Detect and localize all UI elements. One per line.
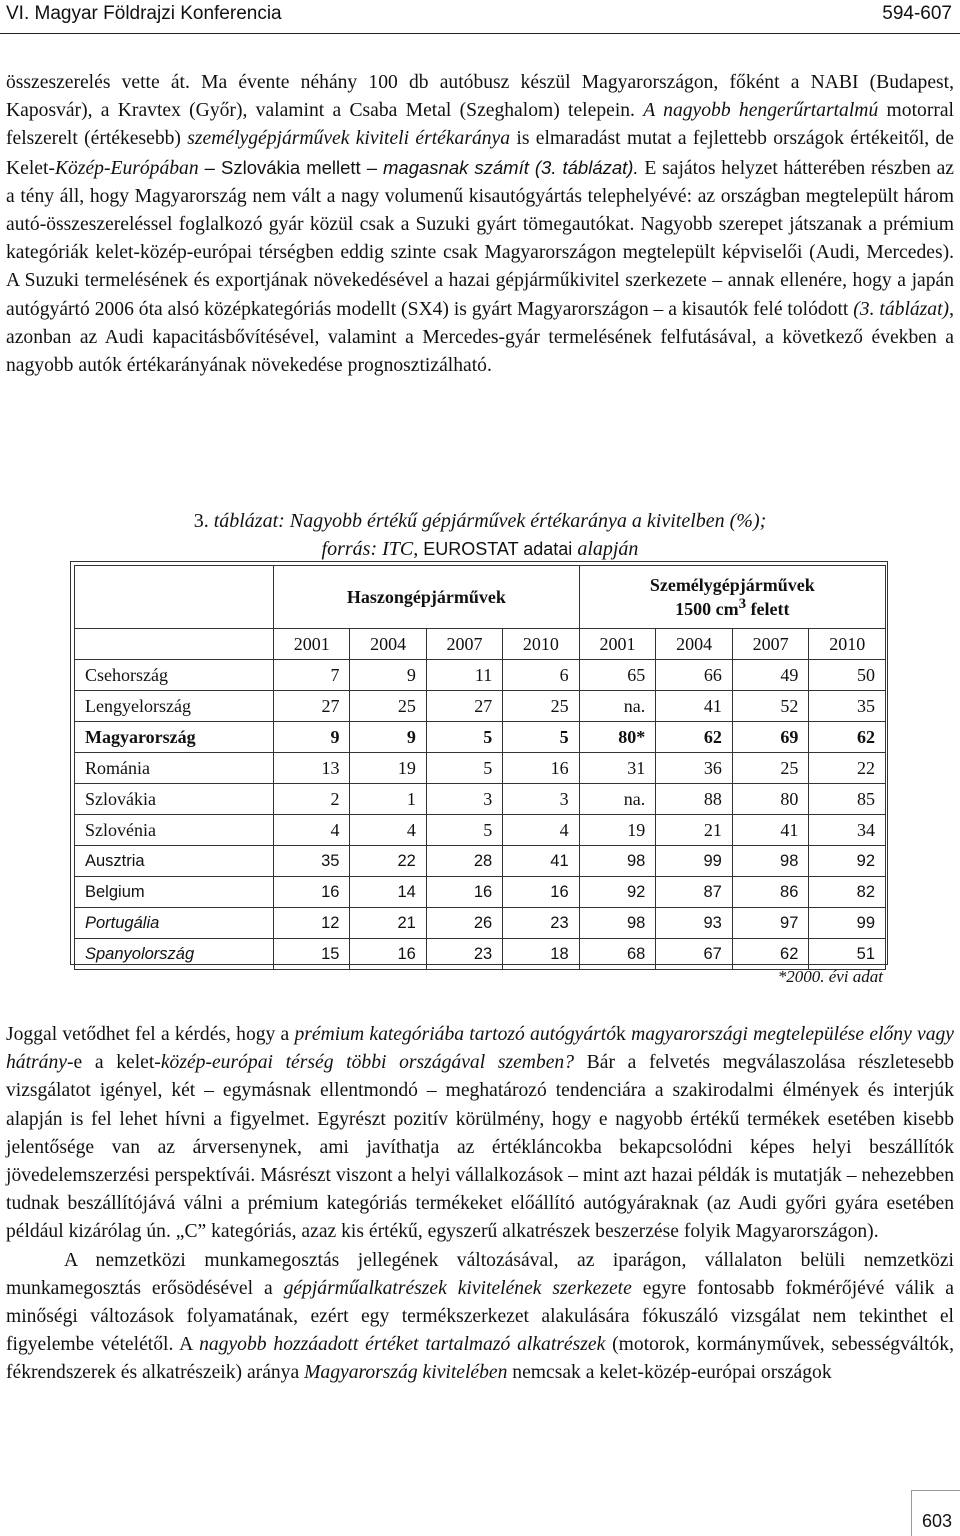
value-cell: 41 [656,691,733,722]
caption-number: 3. [193,510,214,532]
value-cell: 92 [809,846,886,877]
table-row [75,784,886,815]
value-cell: 87 [656,877,733,908]
caption-text [170,507,790,563]
value-cell: 16 [503,753,579,784]
p2-italic-1: prémium kategóriába tartozó autógyártó [294,1024,617,1045]
country-cell: Szlovénia [75,815,274,846]
p1-italic-4: magasnak számít (3. táblázat). [383,156,639,178]
value-cell: 36 [656,753,733,784]
value-cell: 6 [503,660,579,691]
value-cell: 35 [274,846,350,877]
value-cell: 85 [809,784,886,815]
year-header: 2007 [732,629,809,660]
p2-italic-2: magyarországi megtelepülése előny vagy hátrány [6,1024,954,1074]
table-year-row [75,629,886,660]
p1-italic-1: A nagyobb hengerűrtartalmú [643,100,879,122]
page-number: 603 [921,1511,952,1531]
value-cell: 65 [579,660,656,691]
value-cell: 22 [350,846,426,877]
value-cell: 14 [350,877,426,908]
page-header [0,0,960,30]
value-cell: 34 [809,815,886,846]
p3-text-4: nemcsak a kelet-közép-európai országok [507,1362,832,1384]
year-header: 2001 [579,629,656,660]
country-cell: Csehország [75,660,274,691]
country-cell: Spanyolország [75,939,274,970]
paragraph-3 [6,1247,954,1388]
header-rule [0,33,960,34]
p1-text-1: összeszerelés vette át. Ma évente néhány 100 db autóbusz készül Magyarországon, főként a NABI (Budapest, Kaposvár), a Kravtex (Győr), valamint a Csaba Metal (Szeghalom) telepein. [6,72,954,122]
paragraph-1 [6,69,954,380]
table-row [75,753,886,784]
year-header: 2010 [809,629,886,660]
group-header-passenger [579,566,885,629]
paragraph-2 [6,1021,954,1388]
value-cell: na. [579,784,656,815]
table-row [75,908,886,939]
value-cell: 5 [426,722,502,753]
table-corner-cell [75,566,274,629]
value-cell: 66 [656,660,733,691]
value-cell: 68 [579,939,656,970]
p2-text-3: -e a kelet- [66,1052,161,1074]
value-cell: 98 [732,846,809,877]
value-cell: 62 [809,722,886,753]
value-cell: 16 [274,877,350,908]
caption-italic-2: alapján [577,538,639,560]
value-cell: 26 [426,908,502,939]
group-header-passenger-line2a: 1500 cm [675,598,739,619]
value-cell: 50 [809,660,886,691]
p1-text-3: is elmaradást mutat a fejlettebb országok értékeitől, de Kelet- [6,128,955,179]
page-range: 594-607 [882,3,952,24]
value-cell: 27 [426,691,502,722]
value-cell: 25 [732,753,809,784]
value-cell: 21 [656,815,733,846]
p3-text-1: A nemzetközi munkamegosztás jellegének változásával, az iparágon, vállalaton belüli nemzetközi munkamegosztás erősödésével a [6,1249,954,1299]
value-cell: 99 [656,846,733,877]
caption-italic-1: táblázat: Nagyobb értékű gépjárművek értékaránya a kivitelben (%); forrás: ITC, [213,510,767,560]
value-cell: 92 [579,877,656,908]
value-cell: 21 [350,908,426,939]
group-header-passenger-sup: 3 [738,595,747,612]
table-row [75,815,886,846]
p2-text-1: Joggal vetődhet fel a kérdés, hogy a [6,1024,295,1045]
p3-italic-3: Magyarország kivitelében [304,1362,508,1384]
country-cell: Magyarország [75,722,274,753]
group-header-passenger-line1: Személygépjárművek [649,574,815,595]
value-cell: 11 [426,660,502,691]
value-cell: 27 [274,691,350,722]
table-row [75,722,886,753]
value-cell: 23 [426,939,502,970]
value-cell: 23 [503,908,579,939]
value-cell: 49 [732,660,809,691]
value-cell: 98 [579,846,656,877]
table-body [75,660,886,970]
year-row-blank [75,629,274,660]
value-cell: 28 [426,846,502,877]
year-header: 2007 [426,629,502,660]
table-footnote: *2000. évi adat [777,967,883,986]
country-cell: Szlovákia [75,784,274,815]
value-cell: na. [579,691,656,722]
data-table [74,565,886,970]
country-cell: Ausztria [75,846,274,877]
value-cell: 99 [809,908,886,939]
value-cell: 16 [350,939,426,970]
p1-italic-5: (3. táblázat) [853,298,950,320]
country-cell: Lengyelország [75,691,274,722]
value-cell: 35 [809,691,886,722]
caption-plain: EUROSTAT adatai [418,539,578,559]
value-cell: 88 [656,784,733,815]
table-row [75,691,886,722]
value-cell: 19 [350,753,426,784]
country-cell: Románia [75,753,274,784]
value-cell: 12 [274,908,350,939]
value-cell: 2 [274,784,350,815]
value-cell: 22 [809,753,886,784]
table-caption [0,507,960,563]
value-cell: 9 [350,660,426,691]
value-cell: 9 [274,722,350,753]
value-cell: 52 [732,691,809,722]
value-cell: 5 [426,815,502,846]
table-row [75,846,886,877]
value-cell: 18 [503,939,579,970]
table-row [75,660,886,691]
p3-text-2: egyre fontosabb fokmérőjévé válik a minőségi változások folyamatának, ezért egy termékszerkezet alakulására fókuszáló vizsgálat nem tekinthet el figyelembe vételétől. A [6,1277,955,1356]
p2-text-4: Bár a felvetés megválaszolása részletesebb vizsgálatot igényel, két – egymásnak ellentmondó – meghatározó tendenciára a szakirodalmi élmények és interjúk alapján is fel lehet hívni a figyelmet. Egyrészt pozitív körülmény, hogy e nagyobb értékű termékek esetében kisebb jelentősége van az árversenynek, ami javíthatja az értékláncokba bekapcsolódni képes helyi beszállítók jövedelemszerzési perspektívái. Másrészt viszont a helyi vállalkozások – mint azt hazai példák is mutatják – nehezebben tudnak beszállítójává válni a prémium kategóriás termékeket előállító autógyáraknak (az Audi győri gyára esetében például kizárólag ún. „C” kategóriás, azaz kis értékű, egyszerű alkatrészek beszerzése folyik Magyarországon). [6,1052,954,1243]
value-cell: 80 [732,784,809,815]
country-cell: Portugália [75,908,274,939]
table-group-header-row [75,566,886,629]
year-header: 2010 [503,629,579,660]
value-cell: 93 [656,908,733,939]
value-cell: 25 [350,691,426,722]
p1-text-2: motorral felszerelt (értékesebb) [6,100,955,150]
p1-italic-2: személygépjárművek kiviteli értékaránya [187,128,511,150]
value-cell: 69 [732,722,809,753]
p1-italic-3: Közép-Európában [54,157,199,179]
year-header: 2004 [656,629,733,660]
value-cell: 15 [274,939,350,970]
value-cell: 97 [732,908,809,939]
value-cell: 4 [274,815,350,846]
value-cell: 9 [350,722,426,753]
group-header-commercial: Haszongépjárművek [274,566,580,629]
country-cell: Belgium [75,877,274,908]
p1-text-4: – Szlovákia mellett – [198,156,384,178]
value-cell: 51 [809,939,886,970]
value-cell: 5 [426,753,502,784]
value-cell: 82 [809,877,886,908]
table-row [75,877,886,908]
value-cell: 3 [503,784,579,815]
value-cell: 41 [732,815,809,846]
value-cell: 62 [732,939,809,970]
conference-title: VI. Magyar Földrajzi Konferencia [6,3,282,24]
year-header: 2004 [350,629,426,660]
value-cell: 67 [656,939,733,970]
value-cell: 16 [503,877,579,908]
value-cell: 1 [350,784,426,815]
value-cell: 25 [503,691,579,722]
value-cell: 4 [503,815,579,846]
year-header: 2001 [274,629,350,660]
p1-text-5: E sajátos helyzet hátterében részben az a tény áll, hogy Magyarország nem vált a nagy volumenű kisautógyártás telephelyévé: az országban megtelepült három autó-összeszereléssel foglalkozó gyár közül csak a Suzuki gyárt tömegautókat. Nagyobb szerepet játszanak a prémium kategóriák kelet-közép-európai térségben eddig szinte csak Magyarországon megtelepült képviselői (Audi, Mercedes). A Suzuki termelésének és exportjának növekedésével a hazai gépjárműkivitel szerkezete – annak ellenére, hogy a japán autógyártó 2006 óta alsó középkategóriás modellt (SX4) is gyárt Magyarországon – a kisautók felé tolódott [6,157,954,320]
value-cell: 98 [579,908,656,939]
value-cell: 31 [579,753,656,784]
value-cell: 62 [656,722,733,753]
group-header-passenger-line2b: felett [746,598,790,619]
p1-text-6: , azonban az Audi kapacitásbővítésével, valamint a Mercedes-gyár termelésének felfutásával, a következő években a nagyobb autók értékarányának növekedése prognosztizálható. [6,298,954,377]
value-cell: 7 [274,660,350,691]
value-cell: 4 [350,815,426,846]
p3-text-3: (motorok, kormányművek, sebességváltók, fékrendszerek és alkatrészeik) aránya [6,1334,954,1384]
table-row [75,939,886,970]
p3-italic-2: nagyobb hozzáadott értéket tartalmazó alkatrészek [199,1334,606,1356]
p2-italic-3: közép-európai térség többi országával szemben? [160,1052,574,1074]
value-cell: 86 [732,877,809,908]
value-cell: 80* [579,722,656,753]
value-cell: 16 [426,877,502,908]
p2-text-2: k [616,1024,632,1045]
value-cell: 19 [579,815,656,846]
value-cell: 3 [426,784,502,815]
p3-italic-1: gépjárműalkatrészek kivitelének szerkezete [283,1277,632,1299]
value-cell: 13 [274,753,350,784]
value-cell: 41 [503,846,579,877]
value-cell: 5 [503,722,579,753]
